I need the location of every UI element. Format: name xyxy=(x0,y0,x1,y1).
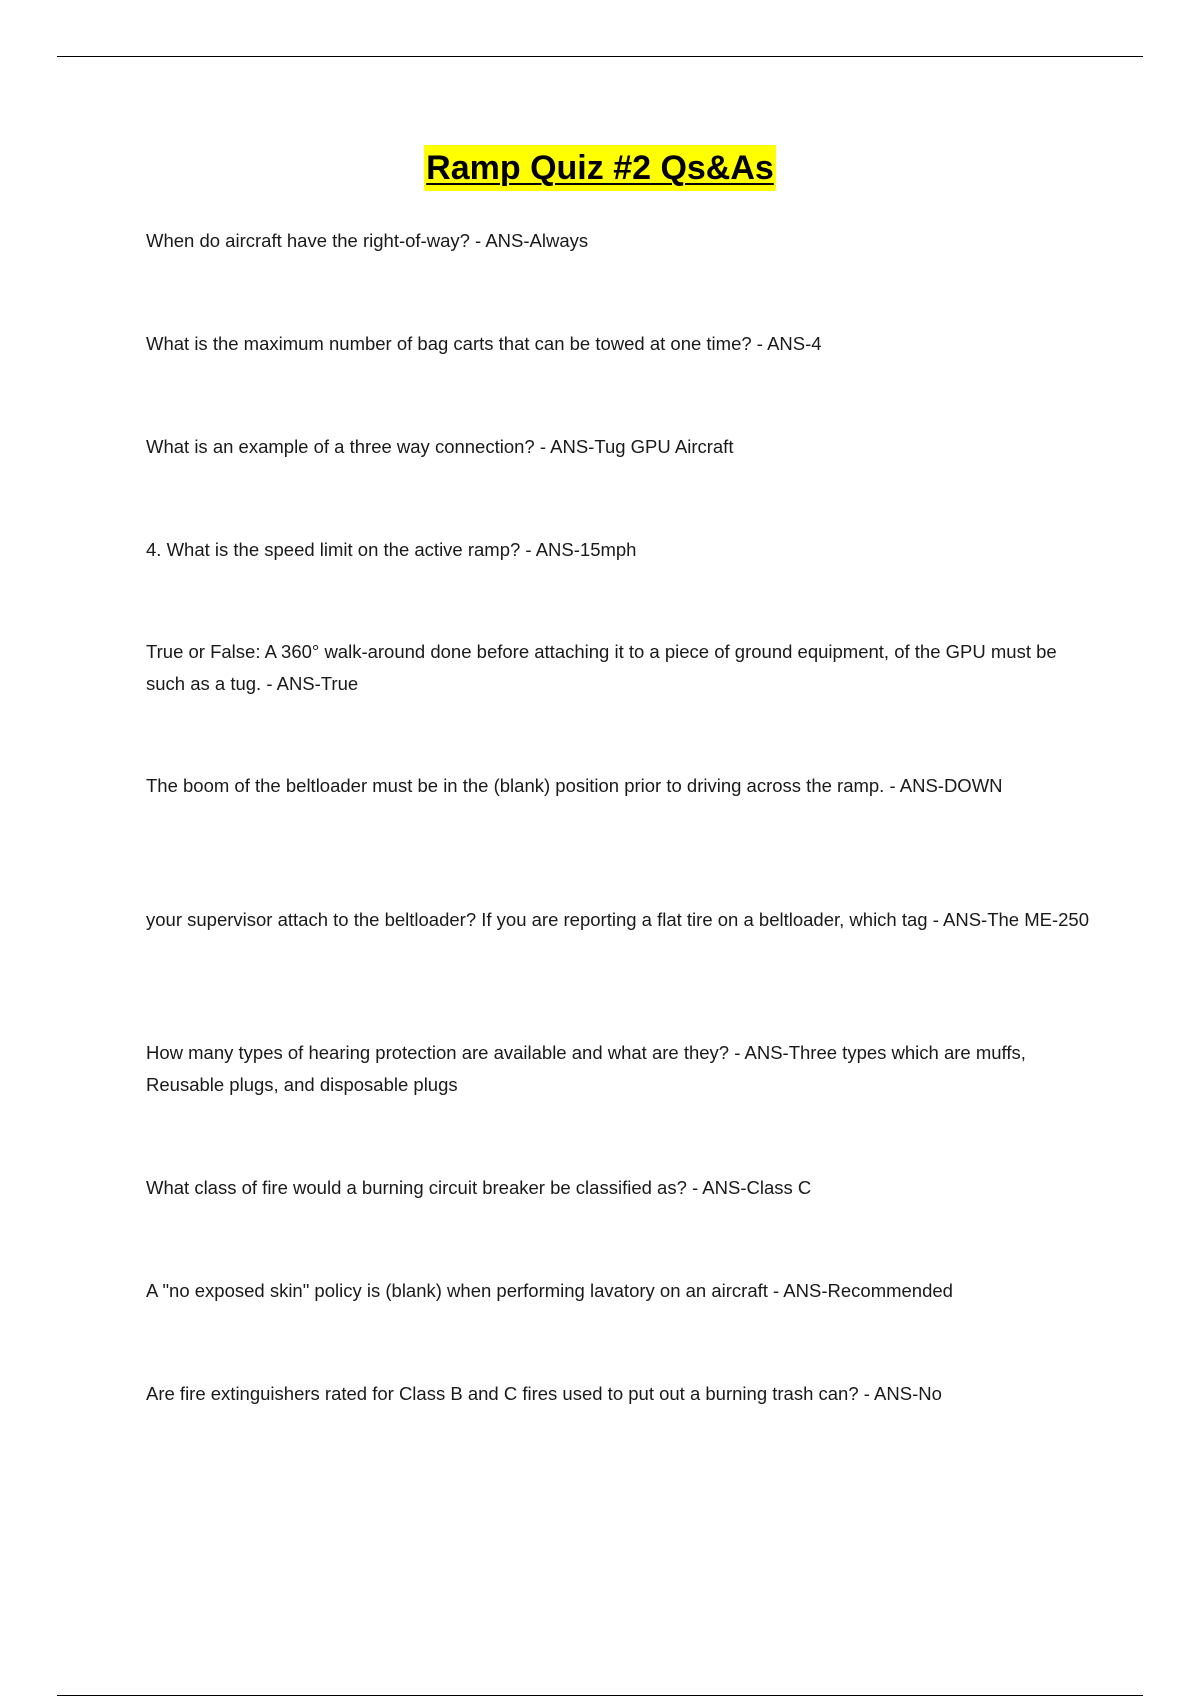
qa-item-5: True or False: A 360° walk-around done before attaching it to a piece of ground equipment, of the GPU must be such as a tug. - ANS-True xyxy=(146,641,1057,694)
qa-item-7: your supervisor attach to the beltloader? If you are reporting a flat tire on a beltloader, which tag - ANS-The ME-250 xyxy=(146,909,1089,930)
qa-item-3: What is an example of a three way connection? - ANS-Tug GPU Aircraft xyxy=(146,436,734,457)
qa-item-11: Are fire extinguishers rated for Class B and C fires used to put out a burning trash can? - ANS-No xyxy=(146,1383,942,1404)
qa-item-9: What class of fire would a burning circuit breaker be classified as? - ANS-Class C xyxy=(146,1177,812,1198)
qa-item-6: The boom of the beltloader must be in the (blank) position prior to driving across the ramp. - ANS-DOWN xyxy=(146,775,1003,796)
top-rule xyxy=(57,56,1143,57)
qa-item-2: What is the maximum number of bag carts that can be towed at one time? - ANS-4 xyxy=(146,333,822,354)
qa-item-10: A "no exposed skin" policy is (blank) when performing lavatory on an aircraft - ANS-Recommended xyxy=(146,1280,953,1301)
qa-item-1: When do aircraft have the right-of-way? - ANS-Always xyxy=(146,230,589,251)
qa-item-8: How many types of hearing protection are available and what are they? - ANS-Three types which are muffs, Reusable plugs, and disposable plugs xyxy=(146,1042,1026,1095)
qa-item-4: 4. What is the speed limit on the active ramp? - ANS-15mph xyxy=(146,539,637,560)
bottom-rule xyxy=(57,1695,1143,1696)
title-block xyxy=(0,145,1200,191)
document-title: Ramp Quiz #2 Qs&As xyxy=(424,145,776,191)
